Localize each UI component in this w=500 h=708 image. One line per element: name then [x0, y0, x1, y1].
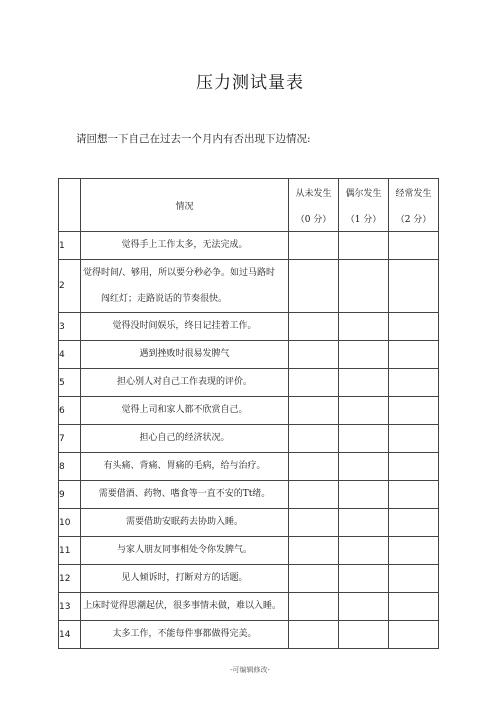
answer-cell-never[interactable]	[289, 260, 339, 313]
answer-cell-often[interactable]	[389, 313, 439, 341]
answer-cell-never[interactable]	[289, 369, 339, 397]
row-number: 5	[59, 369, 81, 397]
row-number: 7	[59, 425, 81, 453]
answer-cell-often[interactable]	[389, 537, 439, 565]
answer-cell-often[interactable]	[389, 341, 439, 369]
header-situation: 情况	[81, 179, 289, 232]
answer-cell-often[interactable]	[389, 260, 439, 313]
row-situation: 上床时觉得思潮起伏，很多事情未做，难以入睡。	[81, 593, 289, 621]
row-situation: 见人倾诉时，打断对方的话题。	[81, 565, 289, 593]
answer-cell-sometimes[interactable]	[339, 565, 389, 593]
row-situation: 遇到挫败时很易发脾气	[81, 341, 289, 369]
page-footer: -可编辑修改-	[230, 666, 270, 674]
table-row	[59, 397, 439, 425]
row-situation-line1: 觉得时间/、够用，所以要分秒必争。如过马路时	[83, 268, 276, 278]
table-row	[59, 593, 439, 621]
answer-cell-sometimes[interactable]	[339, 260, 389, 313]
row-number: 6	[59, 397, 81, 425]
answer-cell-never[interactable]	[289, 565, 339, 593]
option-label: 偶尔发生	[345, 188, 382, 199]
row-situation	[81, 260, 289, 313]
answer-cell-often[interactable]	[389, 425, 439, 453]
answer-cell-sometimes[interactable]	[339, 232, 389, 260]
table-row	[59, 453, 439, 481]
answer-cell-never[interactable]	[289, 621, 339, 649]
row-number: 8	[59, 453, 81, 481]
answer-cell-sometimes[interactable]	[339, 537, 389, 565]
answer-cell-never[interactable]	[289, 425, 339, 453]
row-number: 11	[59, 537, 81, 565]
answer-cell-often[interactable]	[389, 481, 439, 509]
answer-cell-often[interactable]	[389, 453, 439, 481]
answer-cell-sometimes[interactable]	[339, 453, 389, 481]
header-option-often	[389, 179, 439, 232]
answer-cell-sometimes[interactable]	[339, 397, 389, 425]
answer-cell-sometimes[interactable]	[339, 341, 389, 369]
table-row	[59, 537, 439, 565]
row-situation: 与家人朋友同事相处令你发脾气。	[81, 537, 289, 565]
row-situation: 担心别人对自己工作表现的评价。	[81, 369, 289, 397]
answer-cell-sometimes[interactable]	[339, 425, 389, 453]
table-row	[59, 509, 439, 537]
row-number: 4	[59, 341, 81, 369]
row-situation: 有头痛、背痛、胃痛的毛病，给与治疗。	[81, 453, 289, 481]
row-number: 13	[59, 593, 81, 621]
row-number: 12	[59, 565, 81, 593]
table-row	[59, 260, 439, 313]
row-situation: 觉得手上工作太多，无法完成。	[81, 232, 289, 260]
header-option-never	[289, 179, 339, 232]
table-row	[59, 341, 439, 369]
header-num-cell	[59, 179, 81, 232]
answer-cell-never[interactable]	[289, 232, 339, 260]
option-score: （1 分）	[345, 214, 382, 225]
answer-cell-sometimes[interactable]	[339, 369, 389, 397]
row-situation: 担心自己的经济状况。	[81, 425, 289, 453]
answer-cell-never[interactable]	[289, 453, 339, 481]
row-number: 2	[59, 260, 81, 313]
table-row	[59, 481, 439, 509]
header-option-sometimes	[339, 179, 389, 232]
option-label: 从未发生	[295, 188, 332, 199]
answer-cell-often[interactable]	[389, 397, 439, 425]
row-situation: 太多工作，不能每件事都做得完美。	[81, 621, 289, 649]
answer-cell-never[interactable]	[289, 593, 339, 621]
row-number: 1	[59, 232, 81, 260]
row-situation-line2: 闯红灯；走路说话的节奏很快。	[101, 294, 228, 304]
answer-cell-sometimes[interactable]	[339, 509, 389, 537]
row-situation: 觉得上司和家人都不欣赏自己。	[81, 397, 289, 425]
table-row	[59, 621, 439, 649]
table-row	[59, 369, 439, 397]
answer-cell-often[interactable]	[389, 232, 439, 260]
table-header-row	[59, 179, 439, 232]
answer-cell-never[interactable]	[289, 341, 339, 369]
answer-cell-sometimes[interactable]	[339, 313, 389, 341]
table-row	[59, 313, 439, 341]
row-number: 14	[59, 621, 81, 649]
answer-cell-never[interactable]	[289, 313, 339, 341]
answer-cell-often[interactable]	[389, 621, 439, 649]
answer-cell-often[interactable]	[389, 509, 439, 537]
row-situation: 觉得没时间娱乐，终日记挂着工作。	[81, 313, 289, 341]
answer-cell-sometimes[interactable]	[339, 621, 389, 649]
option-score: （2 分）	[395, 214, 432, 225]
table-row	[59, 425, 439, 453]
answer-cell-often[interactable]	[389, 369, 439, 397]
answer-cell-sometimes[interactable]	[339, 481, 389, 509]
table-row	[59, 232, 439, 260]
row-number: 10	[59, 509, 81, 537]
table-row	[59, 565, 439, 593]
row-situation: 需要借助安眠药去协助入睡。	[81, 509, 289, 537]
answer-cell-never[interactable]	[289, 481, 339, 509]
answer-cell-never[interactable]	[289, 509, 339, 537]
answer-cell-sometimes[interactable]	[339, 593, 389, 621]
row-number: 9	[59, 481, 81, 509]
intro-text: 请回想一下自己在过去一个月内有否出现下边情况:	[76, 133, 311, 145]
answer-cell-often[interactable]	[389, 593, 439, 621]
row-situation: 需要借酒、药物、嗜食等一直不安的Tt绪。	[81, 481, 289, 509]
answer-cell-never[interactable]	[289, 537, 339, 565]
row-number: 3	[59, 313, 81, 341]
answer-cell-often[interactable]	[389, 565, 439, 593]
page-title: 压力测试量表	[196, 73, 304, 93]
answer-cell-never[interactable]	[289, 397, 339, 425]
stress-survey-table	[58, 178, 439, 649]
option-score: （0 分）	[295, 214, 332, 225]
option-label: 经常发生	[395, 188, 432, 199]
